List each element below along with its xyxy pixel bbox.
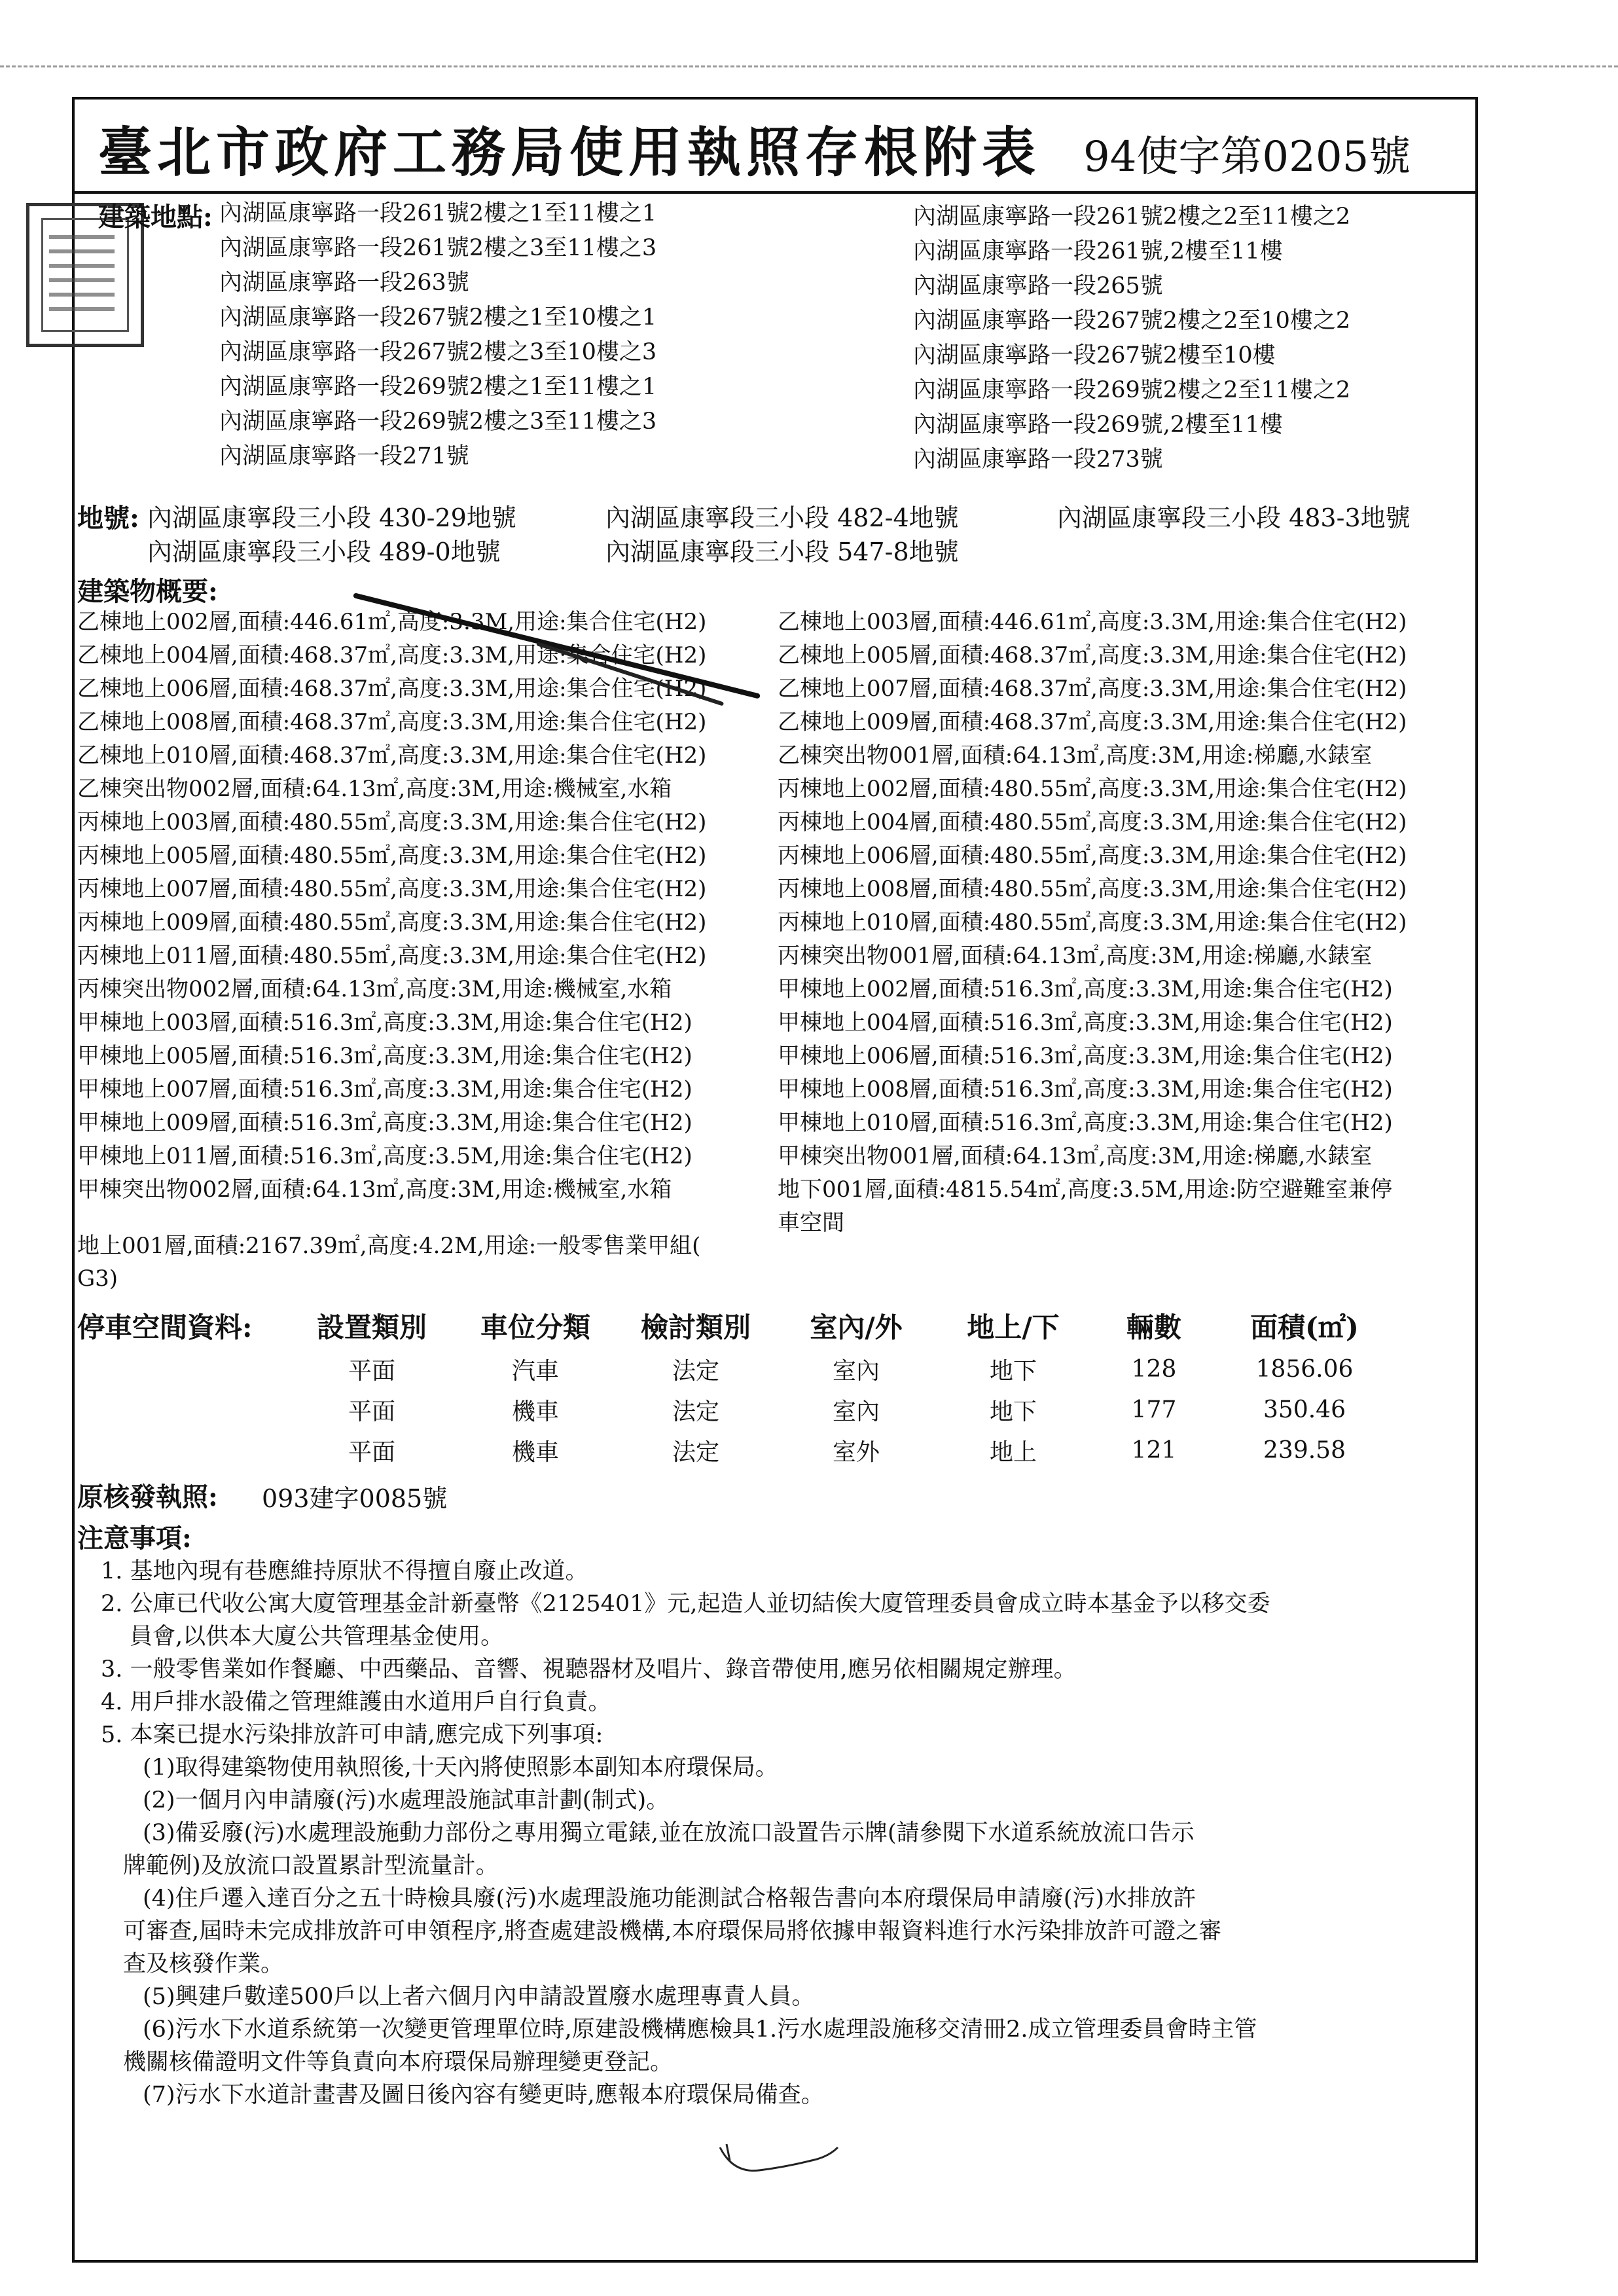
floor-entry: 乙棟突出物001層,面積:64.13㎡,高度:3M,用途:梯廳,水錶室 xyxy=(778,742,1373,769)
floor-entry: 丙棟地上006層,面積:480.55㎡,高度:3.3M,用途:集合住宅(H2) xyxy=(778,843,1407,869)
notes-label: 注意事項: xyxy=(77,1523,192,1554)
parking-header-row xyxy=(77,1303,1390,1349)
building-floor-list-left xyxy=(77,606,706,1207)
column-header: 輛數 xyxy=(1126,1311,1181,1343)
floor-entry: 丙棟地上005層,面積:480.55㎡,高度:3.3M,用途:集合住宅(H2) xyxy=(77,843,707,869)
header-rule xyxy=(72,191,1478,194)
site-address: 內湖區康寧路一段273號 xyxy=(913,446,1163,473)
floor-entry: 丙棟突出物002層,面積:64.13㎡,高度:3M,用途:機械室,水箱 xyxy=(77,976,672,1002)
note-line: (1)取得建築物使用執照後,十天內將使照影本副知本府環保局。 xyxy=(143,1755,778,1781)
site-address: 內湖區康寧路一段271號 xyxy=(219,443,469,469)
site-address: 內湖區康寧路一段267號2樓之3至10樓之3 xyxy=(219,339,657,365)
note-line: (5)興建戶數達500戶以上者六個月內申請設置廢水處理專責人員。 xyxy=(143,1984,815,2010)
lots-label: 地號: xyxy=(77,503,139,534)
column-header: 室內/外 xyxy=(810,1311,903,1343)
site-address-list-right xyxy=(913,200,1350,477)
floor-entry: 車空間 xyxy=(778,1210,844,1236)
note-line: (6)污水下水道系統第一次變更管理單位時,原建設機構應檢具1.污水處理設施移交清冊2.成立管理委員會時主管 xyxy=(143,2016,1257,2043)
table-cell: 地上 xyxy=(989,1438,1037,1466)
document-number: 94使字第0205號 xyxy=(1083,133,1411,181)
lot-number: 內湖區康寧段三小段 482-4地號 xyxy=(605,503,959,532)
floor-entry: 甲棟地上006層,面積:516.3㎡,高度:3.3M,用途:集合住宅(H2) xyxy=(778,1043,1393,1069)
floor-entry: 甲棟地上011層,面積:516.3㎡,高度:3.5M,用途:集合住宅(H2) xyxy=(77,1143,692,1169)
table-cell: 350.46 xyxy=(1263,1396,1346,1423)
floor-entry: 甲棟突出物002層,面積:64.13㎡,高度:3M,用途:機械室,水箱 xyxy=(77,1176,672,1203)
parking-table xyxy=(77,1303,1390,1470)
note-line: 3. 一般零售業如作餐廳、中西藥品、音響、視聽器材及唱片、錄音帶使用,應另依相關規定辦理。 xyxy=(101,1656,1077,1683)
table-row xyxy=(77,1430,1390,1470)
floor-entry: 甲棟地上007層,面積:516.3㎡,高度:3.3M,用途:集合住宅(H2) xyxy=(77,1076,692,1102)
table-cell: 地下 xyxy=(989,1398,1037,1425)
site-address: 內湖區康寧路一段261號2樓之2至11樓之2 xyxy=(913,204,1351,230)
floor-entry: 乙棟地上005層,面積:468.37㎡,高度:3.3M,用途:集合住宅(H2) xyxy=(778,642,1407,668)
table-cell: 室內 xyxy=(832,1398,880,1425)
column-header: 車位分類 xyxy=(480,1311,590,1343)
ground-floor-entry-cont: G3) xyxy=(77,1266,118,1292)
site-address-list-left xyxy=(219,196,656,474)
note-line: (7)污水下水道計畫書及圖日後內容有變更時,應報本府環保局備查。 xyxy=(143,2082,824,2108)
scan-top-edge xyxy=(0,65,1618,67)
table-cell: 121 xyxy=(1131,1436,1177,1464)
floor-entry: 乙棟突出物002層,面積:64.13㎡,高度:3M,用途:機械室,水箱 xyxy=(77,776,672,802)
note-line: 牌範例)及放流口設置累計型流量計。 xyxy=(123,1853,499,1879)
site-address: 內湖區康寧路一段267號2樓之1至10樓之1 xyxy=(219,304,657,331)
table-cell: 地下 xyxy=(989,1357,1037,1385)
lot-number: 內湖區康寧段三小段 483-3地號 xyxy=(1057,503,1411,532)
floor-entry: 丙棟地上011層,面積:480.55㎡,高度:3.3M,用途:集合住宅(H2) xyxy=(77,943,707,969)
note-line: 查及核發作業。 xyxy=(123,1951,284,1977)
column-header: 設置類別 xyxy=(316,1311,427,1343)
parking-label: 停車空間資料: xyxy=(77,1311,253,1343)
column-header: 檢討類別 xyxy=(640,1311,751,1343)
lot-number: 內湖區康寧段三小段 489-0地號 xyxy=(147,538,501,566)
floor-entry: 丙棟突出物001層,面積:64.13㎡,高度:3M,用途:梯廳,水錶室 xyxy=(778,943,1373,969)
table-cell: 平面 xyxy=(348,1438,395,1466)
floor-entry: 地下001層,面積:4815.54㎡,高度:3.5M,用途:防空避難室兼停 xyxy=(778,1176,1393,1203)
floor-entry: 丙棟地上007層,面積:480.55㎡,高度:3.3M,用途:集合住宅(H2) xyxy=(77,876,707,902)
table-cell: 1856.06 xyxy=(1255,1355,1354,1383)
floor-entry: 甲棟地上008層,面積:516.3㎡,高度:3.3M,用途:集合住宅(H2) xyxy=(778,1076,1393,1102)
note-line: 員會,以供本大廈公共管理基金使用。 xyxy=(130,1624,504,1650)
floor-entry: 甲棟地上010層,面積:516.3㎡,高度:3.3M,用途:集合住宅(H2) xyxy=(778,1110,1393,1136)
floor-entry: 乙棟地上009層,面積:468.37㎡,高度:3.3M,用途:集合住宅(H2) xyxy=(778,709,1407,735)
table-cell: 室外 xyxy=(832,1438,880,1466)
handwritten-mark xyxy=(713,2134,844,2180)
floor-entry: 乙棟地上003層,面積:446.61㎡,高度:3.3M,用途:集合住宅(H2) xyxy=(778,609,1407,635)
table-row xyxy=(77,1389,1390,1430)
table-cell: 128 xyxy=(1131,1355,1177,1383)
floor-entry: 甲棟突出物001層,面積:64.13㎡,高度:3M,用途:梯廳,水錶室 xyxy=(778,1143,1373,1169)
floor-entry: 乙棟地上008層,面積:468.37㎡,高度:3.3M,用途:集合住宅(H2) xyxy=(77,709,707,735)
note-line: 1. 基地內現有巷應維持原狀不得擅自廢止改道。 xyxy=(101,1558,588,1584)
floor-entry: 丙棟地上004層,面積:480.55㎡,高度:3.3M,用途:集合住宅(H2) xyxy=(778,809,1407,835)
column-header: 地上/下 xyxy=(967,1311,1060,1343)
note-line: 機關核備證明文件等負責向本府環保局辦理變更登記。 xyxy=(123,2049,674,2075)
floor-entry: 甲棟地上009層,面積:516.3㎡,高度:3.3M,用途:集合住宅(H2) xyxy=(77,1110,692,1136)
table-cell: 室內 xyxy=(832,1357,880,1385)
table-cell: 法定 xyxy=(672,1357,719,1385)
floor-entry: 丙棟地上008層,面積:480.55㎡,高度:3.3M,用途:集合住宅(H2) xyxy=(778,876,1407,902)
page-title: 臺北市政府工務局使用執照存根附表 xyxy=(98,121,1041,184)
site-address: 內湖區康寧路一段269號,2樓至11樓 xyxy=(913,412,1283,438)
floor-entry: 丙棟地上002層,面積:480.55㎡,高度:3.3M,用途:集合住宅(H2) xyxy=(778,776,1407,802)
building-floor-list-right xyxy=(778,606,1407,1240)
site-address: 內湖區康寧路一段261號,2樓至11樓 xyxy=(913,238,1283,264)
original-license-value: 093建字0085號 xyxy=(262,1484,448,1513)
note-line: 4. 用戶排水設備之管理維護由水道用戶自行負責。 xyxy=(101,1689,611,1715)
note-line: 5. 本案已提水污染排放許可申請,應完成下列事項: xyxy=(101,1722,603,1748)
floor-entry: 乙棟地上010層,面積:468.37㎡,高度:3.3M,用途:集合住宅(H2) xyxy=(77,742,707,769)
note-line: 2. 公庫已代收公寓大廈管理基金計新臺幣《2125401》元,起造人並切結俟大廈管理委員會成立時本基金予以移交委 xyxy=(101,1591,1270,1617)
column-header: 面積(㎡) xyxy=(1250,1311,1359,1343)
site-address: 內湖區康寧路一段265號 xyxy=(913,273,1163,299)
table-cell: 汽車 xyxy=(511,1357,559,1385)
floor-entry: 乙棟地上004層,面積:468.37㎡,高度:3.3M,用途:集合住宅(H2) xyxy=(77,642,707,668)
building-overview-label: 建築物概要: xyxy=(77,576,218,607)
site-address: 內湖區康寧路一段263號 xyxy=(219,270,469,296)
floor-entry: 甲棟地上003層,面積:516.3㎡,高度:3.3M,用途:集合住宅(H2) xyxy=(77,1010,692,1036)
site-address: 內湖區康寧路一段267號2樓至10樓 xyxy=(913,342,1276,369)
table-cell: 239.58 xyxy=(1263,1436,1346,1464)
seal-pattern xyxy=(49,232,115,311)
table-cell: 平面 xyxy=(348,1398,395,1425)
lot-number: 內湖區康寧段三小段 547-8地號 xyxy=(605,538,959,566)
note-line: 可審查,屆時未完成排放許可申領程序,將查處建設機構,本府環保局將依據申報資料進行水污染排放許可證之審 xyxy=(123,1918,1222,1944)
site-label: 建築地點: xyxy=(98,202,213,232)
table-row xyxy=(77,1349,1390,1389)
floor-entry: 乙棟地上006層,面積:468.37㎡,高度:3.3M,用途:集合住宅(H2) xyxy=(77,676,707,702)
lot-number: 內湖區康寧段三小段 430-29地號 xyxy=(147,503,516,532)
floor-entry: 甲棟地上005層,面積:516.3㎡,高度:3.3M,用途:集合住宅(H2) xyxy=(77,1043,692,1069)
table-cell: 法定 xyxy=(672,1438,719,1466)
note-line: (4)住戶遷入達百分之五十時檢具廢(污)水處理設施功能測試合格報告書向本府環保局申請廢(污)水排放許 xyxy=(143,1886,1196,1912)
table-cell: 機車 xyxy=(511,1398,559,1425)
table-cell: 177 xyxy=(1131,1396,1177,1423)
table-cell: 機車 xyxy=(511,1438,559,1466)
site-address: 內湖區康寧路一段261號2樓之3至11樓之3 xyxy=(219,235,657,261)
table-cell: 法定 xyxy=(672,1398,719,1425)
original-license-label: 原核發執照: xyxy=(77,1482,218,1512)
floor-entry: 甲棟地上004層,面積:516.3㎡,高度:3.3M,用途:集合住宅(H2) xyxy=(778,1010,1393,1036)
site-address: 內湖區康寧路一段267號2樓之2至10樓之2 xyxy=(913,308,1351,334)
note-line: (2)一個月內申請廢(污)水處理設施試車計劃(制式)。 xyxy=(143,1787,670,1813)
floor-entry: 甲棟地上002層,面積:516.3㎡,高度:3.3M,用途:集合住宅(H2) xyxy=(778,976,1393,1002)
table-cell: 平面 xyxy=(348,1357,395,1385)
floor-entry: 乙棟地上007層,面積:468.37㎡,高度:3.3M,用途:集合住宅(H2) xyxy=(778,676,1407,702)
floor-entry: 丙棟地上009層,面積:480.55㎡,高度:3.3M,用途:集合住宅(H2) xyxy=(77,909,707,936)
site-address: 內湖區康寧路一段269號2樓之3至11樓之3 xyxy=(219,409,657,435)
floor-entry: 丙棟地上010層,面積:480.55㎡,高度:3.3M,用途:集合住宅(H2) xyxy=(778,909,1407,936)
floor-entry: 丙棟地上003層,面積:480.55㎡,高度:3.3M,用途:集合住宅(H2) xyxy=(77,809,707,835)
note-line: (3)備妥廢(污)水處理設施動力部份之專用獨立電錶,並在放流口設置告示牌(請參閱下水道系統放流口告示 xyxy=(143,1820,1195,1846)
floor-entry: 乙棟地上002層,面積:446.61㎡,高度:3.3M,用途:集合住宅(H2) xyxy=(77,609,707,635)
site-address: 內湖區康寧路一段269號2樓之1至11樓之1 xyxy=(219,374,657,400)
site-address: 內湖區康寧路一段261號2樓之1至11樓之1 xyxy=(219,200,657,227)
ground-floor-entry: 地上001層,面積:2167.39㎡,高度:4.2M,用途:一般零售業甲組( xyxy=(77,1233,701,1259)
notes-list xyxy=(84,1555,1465,2111)
site-address: 內湖區康寧路一段269號2樓之2至11樓之2 xyxy=(913,377,1351,403)
